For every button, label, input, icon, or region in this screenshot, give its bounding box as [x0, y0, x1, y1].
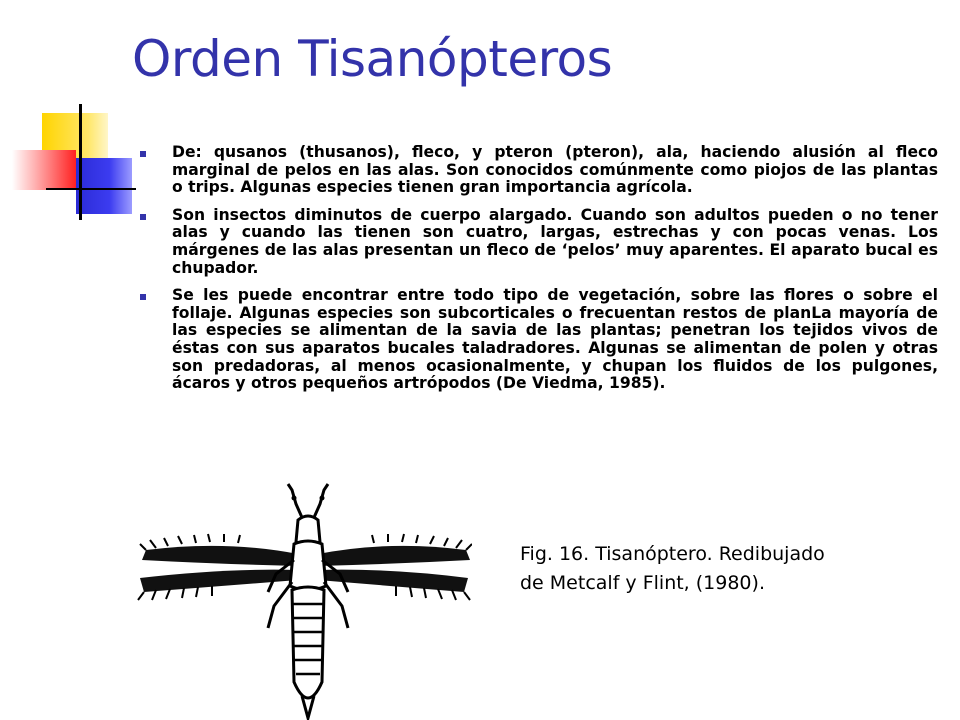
bullet-list [138, 144, 938, 403]
deco-red-square [12, 150, 76, 190]
deco-vertical-line [79, 104, 82, 220]
bullet-item [138, 287, 938, 393]
thrips-illustration [136, 482, 472, 720]
deco-horizontal-line [46, 188, 136, 190]
bullet-square-icon [140, 214, 146, 220]
figure-caption [520, 540, 920, 598]
bullet-text: Se les puede encontrar entre todo tipo de vegetación, sobre las flores o sobre el follaje. Algunas especies son subcorticales o frecuentan restos de planLa mayoría de las especies se alimentan de la savia de las plantas; penetran los tejidos vivos de éstas con sus aparatos bucales taladradores. Algunas se alimentan de polen y otras son predadoras, al menos ocasionalmente, y chupan los fluidos de los pulgones, ácaros y otros pequeños artrópodos (De Viedma, 1985). [172, 286, 938, 393]
bullet-text: Son insectos diminutos de cuerpo alargado. Cuando son adultos pueden o no tener alas y cuando las tienen son cuatro, largas, estrechas y con pocas venas. Los márgenes de las alas presentan un fleco de ‘pelos’ muy aparentes. El aparato bucal es chupador. [172, 205, 938, 277]
deco-blue-square [76, 158, 132, 214]
bullet-text: De: qusanos (thusanos), fleco, y pteron (pteron), ala, haciendo alusión al fleco marginal de pelos en las alas. Son conocidos comúnmente como piojos de las plantas o trips. Algunas especies tienen gran importancia agrícola. [172, 143, 938, 197]
bullet-square-icon [140, 294, 146, 300]
caption-line-1: Fig. 16. Tisanóptero. Redibujado [520, 543, 825, 565]
bullet-item [138, 144, 938, 197]
slide-title: Orden Tisanópteros [132, 30, 613, 88]
caption-line-2: de Metcalf y Flint, (1980). [520, 572, 765, 594]
bullet-square-icon [140, 151, 146, 157]
bullet-item [138, 207, 938, 277]
